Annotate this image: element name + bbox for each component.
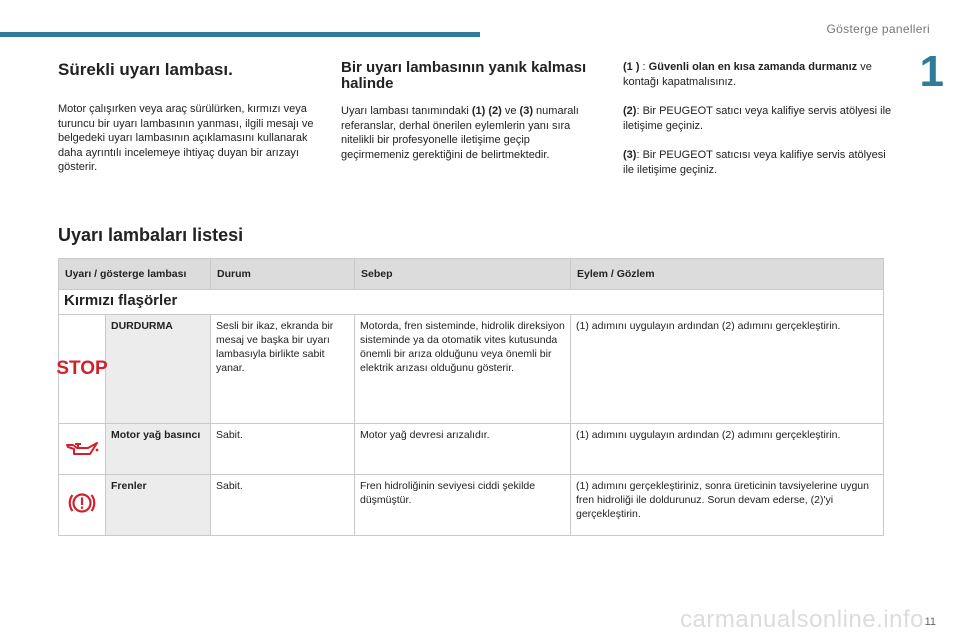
chapter-number: 1 [919,47,944,96]
lamp-action: (1) adımını uygulayın ardından (2) adımını gerçekleştirin. [571,315,884,424]
ref-2: (2) [488,105,502,117]
reference-item-1: (1 ) : Güvenli olan en kısa zamanda durmanız ve kontağı kapatmalısınız. [623,61,872,88]
lamp-cause: Motor yağ devresi arızalıdır. [355,424,571,475]
column-references [623,60,893,192]
table-header-row [59,259,884,290]
reference-label: (2) [623,105,637,117]
reference-item-3 [623,148,893,177]
ref-1: (1) [471,105,486,117]
lamp-action: (1) adımını uygulayın ardından (2) adımını gerçekleştirin. [571,424,884,475]
table-row [59,315,884,424]
header-action: Eylem / Gözlem [571,259,884,290]
header-accent-bar [0,32,480,37]
header-lamp: Uyarı / gösterge lambası [59,259,211,290]
icon-cell [56,315,108,424]
section-header-title: Gösterge panelleri [826,22,930,36]
svg-text:STOP: STOP [56,358,108,379]
section-row [59,290,884,315]
column-continuous-warning [58,60,320,190]
lamp-stays-on-body [341,104,591,162]
header-cause: Sebep [355,259,571,290]
reference-item-2 [623,104,893,133]
body-text-b: numaralı referanslar, derhal önerilen eylemlerin yanı sıra nitelikli bir profesyonelle iletişime geçip geçirmemeniz gerektiğini de belirtmektedir. [341,105,579,161]
reference-label: (1 ) [623,61,640,73]
column-lamp-stays-on [341,60,591,177]
warning-list-title: Uyarı lambaları listesi [58,225,244,245]
watermark: carmanualsonline.info [680,606,924,633]
table-row [59,424,884,475]
continuous-warning-title: Sürekli uyarı lambası. [58,60,233,79]
lamp-cause: Fren hidroliğinin seviyesi ciddi şekilde düşmüştür. [355,475,571,536]
reference-bold-text: Güvenli olan en kısa zamanda durmanız [648,61,858,73]
ref-3: (3) [519,105,533,117]
header-status: Durum [211,259,355,290]
continuous-warning-body: Motor çalışırken veya araç sürülürken, kırmızı veya turuncu bir uyarı lambasının yanması, ilgili mesajı ve belgedeki uyarı lambasının açıklamasını kullanarak daha ayrıntılı incelemeye ihtiyaç duyan bir arızayı gösterir. [58,103,314,173]
lamp-action: (1) adımını gerçekleştiriniz, sonra üreticinin tavsiyelerine uygun fren hidroliği ile doldurunuz. Sorun devam ederse, (2)'yi gerçekleştirin. [571,475,884,536]
icon-cell [59,475,106,536]
reference-text: : Bir PEUGEOT satıcısı veya kalifiye servis atölyesi ile iletişime geçiniz. [623,149,886,176]
icon-cell [59,424,106,475]
lamp-name: Frenler [106,475,211,536]
warning-lamp-table [58,258,884,536]
reference-label: (3) [623,149,637,161]
lamp-status: Sabit. [211,424,355,475]
lamp-status: Sesli bir ikaz, ekranda bir mesaj ve başka bir uyarı lambasıyla birlikte sabit yanar. [211,315,355,424]
stop-icon [56,355,108,379]
oil-can-icon [64,437,100,457]
lamp-cause: Motorda, fren sisteminde, hidrolik direksiyon sisteminde ya da otomatik vites kutusunda önemli bir arıza olduğunu veya önemli bir elektrik arızası olduğunu gösterir. [355,315,571,424]
reference-text: ve kontağı kapatmalısınız. [623,61,872,88]
lamp-name: DURDURMA [106,315,211,424]
lamp-name: Motor yağ basıncı [106,424,211,475]
lamp-status: Sabit. [211,475,355,536]
reference-text: : Bir PEUGEOT satıcı veya kalifiye servis atölyesi ile iletişime geçiniz. [623,105,892,132]
lamp-stays-on-title: Bir uyarı lambasının yanık kalması halinde [341,59,587,92]
and-word: ve [501,105,520,117]
page-number: 11 [924,616,936,628]
section-red-flashers: Kırmızı flaşörler [59,290,884,315]
brake-warning-icon [67,488,97,518]
body-text-a: Uyarı lambası tanımındaki [341,105,472,117]
table-row [59,475,884,536]
